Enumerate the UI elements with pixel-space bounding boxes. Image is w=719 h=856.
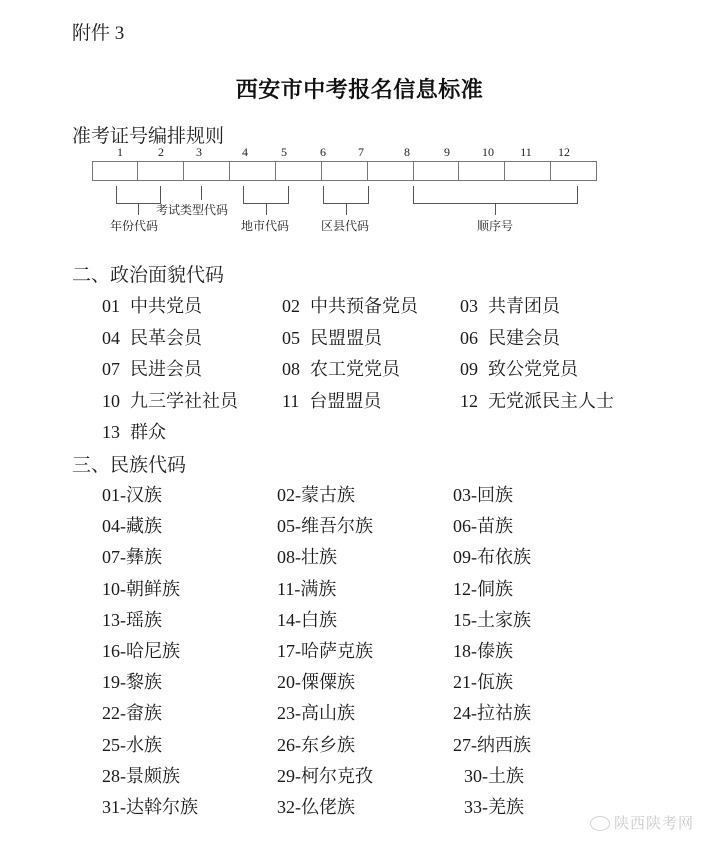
code-number: 11- [277,578,301,599]
digit-box [321,161,368,181]
political-code-item [460,324,560,350]
code-name: 土族 [488,765,524,787]
ethnic-codes-heading: 三、民族代码 [72,454,187,476]
code-name: 水族 [126,734,162,756]
political-code-item [102,292,202,318]
code-number: 09- [453,547,477,568]
ethnic-code-item [453,637,513,663]
code-name: 民革会员 [130,327,202,349]
code-number: 11 [282,390,300,411]
digit-label: 5 [281,145,287,159]
ethnic-code-item [102,481,162,507]
code-number: 29- [277,765,301,786]
code-name: 傣族 [477,641,513,662]
political-code-item [282,324,382,350]
code-number: 02 [282,296,300,316]
code-number: 10- [102,578,126,599]
code-name: 高山族 [301,703,355,725]
exam-number-rule-heading: 准考证号编排规则 [72,125,225,147]
code-number: 04 [102,327,120,348]
code-number: 30- [464,765,488,786]
ethnic-code-item [102,668,162,694]
code-number: 07 [102,359,120,379]
ethnic-code-item [102,606,162,632]
code-name: 仫佬族 [301,797,355,818]
digit-label: 4 [242,145,248,159]
code-number: 06 [460,327,478,348]
code-name: 达斡尔族 [126,797,198,818]
code-number: 24- [453,703,477,724]
ethnic-code-item [102,543,162,569]
code-name: 黎族 [126,672,162,694]
ethnic-code-item [464,762,524,788]
watermark [590,812,694,833]
ethnic-code-item [277,668,355,694]
ethnic-code-item [453,543,531,569]
digit-label: 10 [482,145,494,159]
code-name: 中共党员 [130,296,202,317]
code-number: 20- [277,672,301,693]
code-number: 23- [277,703,301,724]
political-code-item [102,355,202,381]
digit-label: 7 [358,145,364,159]
code-name: 布依族 [477,547,531,569]
political-code-item [460,355,578,381]
code-number: 15- [453,609,477,630]
code-name: 台盟盟员 [309,390,382,412]
code-number: 07- [102,547,126,568]
code-number: 01 [102,296,120,316]
exam-type-code-label: 考试类型代码 [156,203,229,217]
ethnic-code-item [277,699,355,725]
code-number: 06- [453,516,477,537]
code-number: 26- [277,734,301,755]
digit-label: 9 [444,145,450,159]
code-number: 03- [453,485,477,505]
digit-label: 8 [404,145,410,159]
digit-box [550,161,597,181]
political-code-item [102,324,202,350]
district-code-label: 区县代码 [321,219,370,233]
ethnic-code-item [102,762,180,788]
ethnic-code-item [453,606,531,632]
code-number: 05- [277,516,301,537]
code-number: 27- [453,734,477,755]
code-name: 苗族 [477,516,513,538]
code-name: 蒙古族 [301,485,355,506]
ethnic-code-item [277,481,355,507]
code-name: 瑶族 [126,609,162,631]
code-number: 18- [453,641,477,661]
ethnic-code-item [453,668,513,694]
city-code-label: 地市代码 [241,219,290,233]
ethnic-code-item [277,606,337,632]
digit-label: 6 [320,145,326,159]
code-name: 哈萨克族 [301,641,373,662]
code-number: 12 [460,390,478,411]
code-name: 畲族 [126,703,162,725]
code-number: 32- [277,797,301,817]
code-name: 藏族 [126,516,162,538]
digit-box [229,161,276,181]
digit-label: 12 [558,145,570,159]
ethnic-code-item [102,575,180,601]
year-code-label: 年份代码 [110,219,159,233]
ethnic-code-item [102,637,180,663]
code-number: 14- [277,609,301,630]
code-number: 08 [282,359,300,379]
digit-box [458,161,505,181]
code-name: 朝鲜族 [126,578,180,600]
code-number: 03 [460,296,478,316]
code-name: 汉族 [126,485,162,506]
code-number: 25- [102,734,126,755]
code-name: 佤族 [477,672,513,694]
digit-box [137,161,184,181]
political-code-item [102,418,166,444]
code-number: 13 [102,422,120,442]
code-number: 28- [102,765,126,786]
code-name: 白族 [301,609,337,631]
ethnic-code-item [277,575,336,601]
ethnic-code-item [277,731,355,757]
political-code-item [282,355,400,381]
code-name: 纳西族 [477,734,531,756]
code-name: 柯尔克孜 [301,765,373,787]
code-number: 17- [277,641,301,661]
code-number: 08- [277,547,301,568]
digit-box [367,161,414,181]
ethnic-code-item [453,731,531,757]
ethnic-code-item [277,793,355,819]
ethnic-code-item [464,793,524,819]
political-code-item [102,387,238,413]
code-name: 壮族 [301,547,337,569]
code-number: 22- [102,703,126,724]
code-number: 31- [102,797,126,817]
political-codes-heading: 二、政治面貌代码 [72,264,225,286]
digit-label: 11 [520,145,532,159]
code-number: 33- [464,797,488,817]
digit-label: 1 [117,145,123,159]
political-code-item [282,292,418,318]
code-number: 04- [102,516,126,537]
code-name: 群众 [130,422,166,443]
wechat-logo-icon [590,816,610,831]
ethnic-code-item [102,699,162,725]
ethnic-code-item [102,512,162,538]
code-name: 民进会员 [130,359,202,380]
ethnic-code-item [277,762,373,788]
ethnic-code-item [453,575,513,601]
code-number: 21- [453,672,477,693]
code-name: 哈尼族 [126,641,180,662]
code-number: 10 [102,390,120,411]
code-number: 13- [102,609,126,630]
code-name: 满族 [300,578,337,600]
digit-label: 3 [196,145,202,159]
code-name: 土家族 [477,609,531,631]
code-number: 12- [453,578,477,599]
code-name: 东乡族 [301,734,355,756]
ethnic-code-item [453,512,513,538]
political-code-item [282,387,381,413]
code-name: 回族 [477,485,513,506]
code-number: 05 [282,327,300,348]
ethnic-code-item [277,512,373,538]
digit-box [275,161,322,181]
watermark-text: 陕西陕考网 [614,814,695,832]
code-name: 无党派民主人士 [488,390,614,412]
code-name: 拉祜族 [477,703,531,725]
code-name: 景颇族 [126,765,180,787]
code-number: 16- [102,641,126,661]
political-code-item [460,292,560,318]
code-name: 共青团员 [488,296,560,317]
ethnic-code-item [453,699,531,725]
code-name: 农工党党员 [310,359,400,380]
annex-label: 附件 3 [72,23,125,44]
code-name: 致公党党员 [488,359,578,380]
code-number: 02- [277,485,301,505]
code-name: 傈僳族 [301,672,355,694]
code-number: 19- [102,672,126,693]
sequence-number-label: 顺序号 [477,219,514,233]
code-number: 01- [102,485,126,505]
code-name: 彝族 [126,547,162,569]
digit-label: 2 [158,145,164,159]
code-name: 中共预备党员 [310,296,418,317]
code-name: 民盟盟员 [310,327,382,349]
political-code-item [460,387,614,413]
digit-box [183,161,230,181]
ethnic-code-item [102,731,162,757]
page-title: 西安市中考报名信息标准 [235,78,484,103]
digit-box [413,161,459,181]
code-name: 维吾尔族 [301,516,373,538]
digit-box [92,161,138,181]
ethnic-code-item [277,543,337,569]
code-name: 侗族 [477,578,513,600]
code-name: 九三学社社员 [130,390,238,412]
ethnic-code-item [102,793,198,819]
digit-box [504,161,551,181]
ethnic-code-item [277,637,373,663]
code-name: 民建会员 [488,327,560,349]
ethnic-code-item [453,481,513,507]
code-name: 羌族 [488,797,524,818]
code-number: 09 [460,359,478,379]
